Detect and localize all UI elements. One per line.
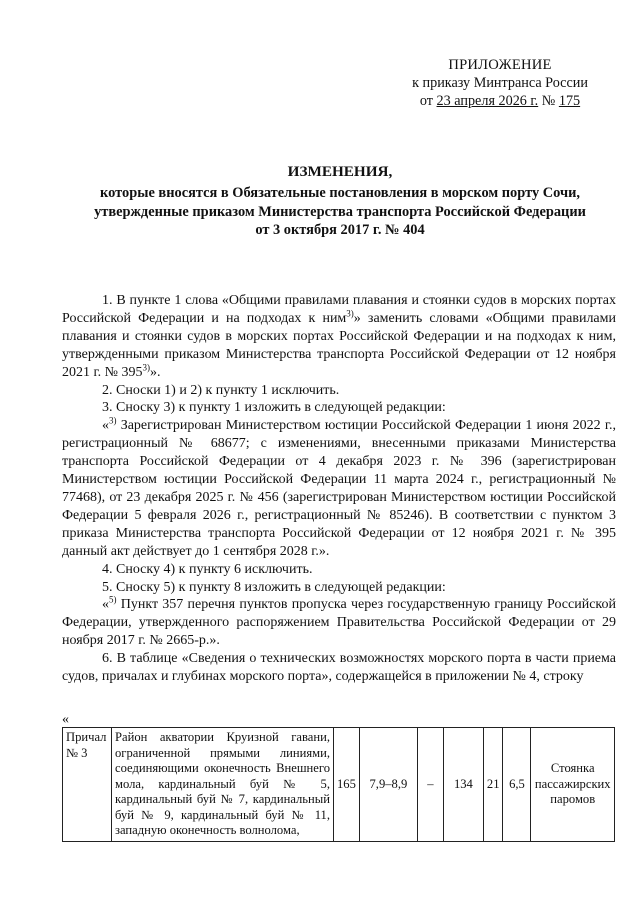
order-date: 23 апреля 2026 г. <box>436 93 539 109</box>
cell-value-6: 6,5 <box>503 728 531 842</box>
paragraph-3: 3. Сноску 3) к пункту 1 изложить в следующей редакции: <box>102 400 446 416</box>
document-body <box>62 292 616 686</box>
footnote-3-body: Зарегистрирован Министерством юстиции Российской Федерации 1 июня 2022 г., регистрационный № 68677; с изменениями, внесенными приказами Министерства транспорта Российской Федерации от 4 декабря 2023 г. № 396 (зарегистрирован Министерством юстиции Российской Федерации 11 марта 2024 г., регистрационный № 77468), от 23 декабря 2025 г. № 456 (зарегистрирован Министерством юстиции Российской Федерации 5 февраля 2026 г., регистрационный № 85246). В соответствии с пунктом 3 приказа Министерства транспорта Российской Федерации от 12 ноября 2021 г. № 395 данный акт действует до 1 сентября 2028 г.». <box>62 418 616 559</box>
date-prefix: от <box>419 93 437 109</box>
number-prefix: № <box>538 93 559 109</box>
order-number: 175 <box>558 93 581 109</box>
paragraph-2: 2. Сноски 1) и 2) к пункту 1 исключить. <box>102 382 340 398</box>
p1-text-c: ». <box>150 364 161 380</box>
footnote-5-marker: 5) <box>109 594 117 605</box>
footnote-3-text <box>62 417 616 560</box>
table-quote-open: « <box>62 712 69 727</box>
cell-length: 165 <box>334 728 360 842</box>
p1-text-b: » заменить словами «Общими правилами плавания и стоянки судов в морских портах Российской Федерации и на подходах к ним, утвержденными приказом Министерства транспорта Российской Федерации от 12 ноября 2021 г. № 395 <box>62 310 616 380</box>
p1-footnote-ref-2: 3) <box>142 361 151 372</box>
footnote-5-text <box>62 596 616 650</box>
footnote-3-marker: 3) <box>109 415 117 426</box>
heading-line-3: от 3 октября 2017 г. № 404 <box>255 222 425 239</box>
document-heading <box>60 163 620 240</box>
heading-title: ИЗМЕНЕНИЯ, <box>287 163 393 180</box>
heading-line-2: утвержденные приказом Министерства транспорта Российской Федерации <box>94 203 586 220</box>
appendix-date-line <box>400 92 600 110</box>
footnote-5-body: Пункт 357 перечня пунктов пропуска через государственную границу Российской Федерации, утвержденного распоряжением Правительства Российской Федерации от 29 ноября 2017 г. № 2665-р.». <box>62 597 616 649</box>
p1-text-a: 1. В пункте 1 слова «Общими правилами плавания и стоянки судов в морских портах Российской Федерации и на подходах к ним <box>62 293 616 326</box>
cell-value-5: 21 <box>483 728 503 842</box>
heading-line-1: которые вносятся в Обязательные постановления в морском порту Сочи, <box>100 185 580 202</box>
quote-open: « <box>102 597 109 613</box>
p1-footnote-ref-1: 3) <box>346 308 354 319</box>
paragraph-5: 5. Сноску 5) к пункту 8 изложить в следующей редакции: <box>102 579 446 595</box>
paragraph-1 <box>62 292 616 382</box>
cell-dash: – <box>417 728 443 842</box>
cell-value-4: 134 <box>443 728 483 842</box>
appendix-title: ПРИЛОЖЕНИЕ <box>448 57 552 73</box>
appendix-order-line: к приказу Минтранса России <box>412 75 588 91</box>
paragraph-4: 4. Сноску 4) к пункту 6 исключить. <box>102 561 313 577</box>
paragraph-6: 6. В таблице «Сведения о технических возможностях морского порта в части приема судов, причалах и глубинах морского порта», содержащейся в приложении № 4, строку <box>62 651 616 685</box>
cell-depth: 7,9–8,9 <box>359 728 417 842</box>
cell-purpose: Стоянка пассажирских паромов <box>531 728 615 842</box>
cell-berth: Причал № 3 <box>63 728 112 842</box>
quote-open: « <box>102 418 109 434</box>
cell-area: Район акватории Круизной гавани, ограниченной прямыми линиями, соединяющими оконечность Внешнего мола, кардинальный буй № 5, кардинальный буй № 7, кардинальный буй № 9, кардинальный буй № 11, западную оконечность волнолома, <box>112 728 334 842</box>
table-row <box>63 728 615 842</box>
berth-table <box>62 727 615 842</box>
appendix-block <box>400 56 600 110</box>
